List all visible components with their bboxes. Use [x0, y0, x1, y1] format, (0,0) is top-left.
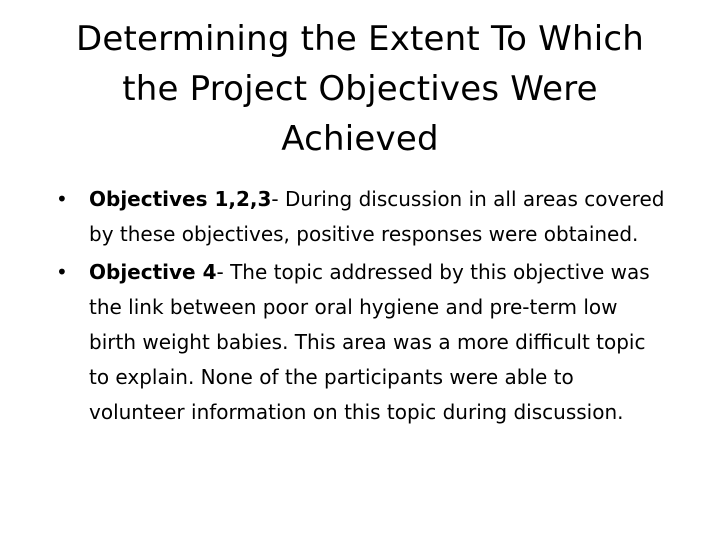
- bullet-text: - During discussion in all areas covered by these objectives, positive responses were obtained.: [89, 187, 665, 246]
- bullet-heading: Objectives 1,2,3: [89, 187, 272, 211]
- bullet-text: - The topic addressed by this objective was the link between poor oral hygiene and pre-term low birth weight babies. This area was a more difficult topic to explain. None of the participants were able to volunteer information on this topic during discussion.: [89, 260, 650, 424]
- slide-title: [40, 14, 680, 164]
- bullet-item-objective-4: [56, 255, 666, 430]
- bullet-marker: •: [56, 260, 68, 284]
- bullet-marker: •: [56, 187, 68, 211]
- bullet-list: [56, 182, 666, 433]
- bullet-item-objectives-1-2-3: [56, 182, 666, 252]
- title-line-2: the Project Objectives Were: [122, 69, 598, 109]
- title-line-1: Determining the Extent To Which: [75, 19, 645, 59]
- title-line-3: Achieved: [281, 119, 439, 159]
- bullet-heading: Objective 4: [89, 260, 217, 284]
